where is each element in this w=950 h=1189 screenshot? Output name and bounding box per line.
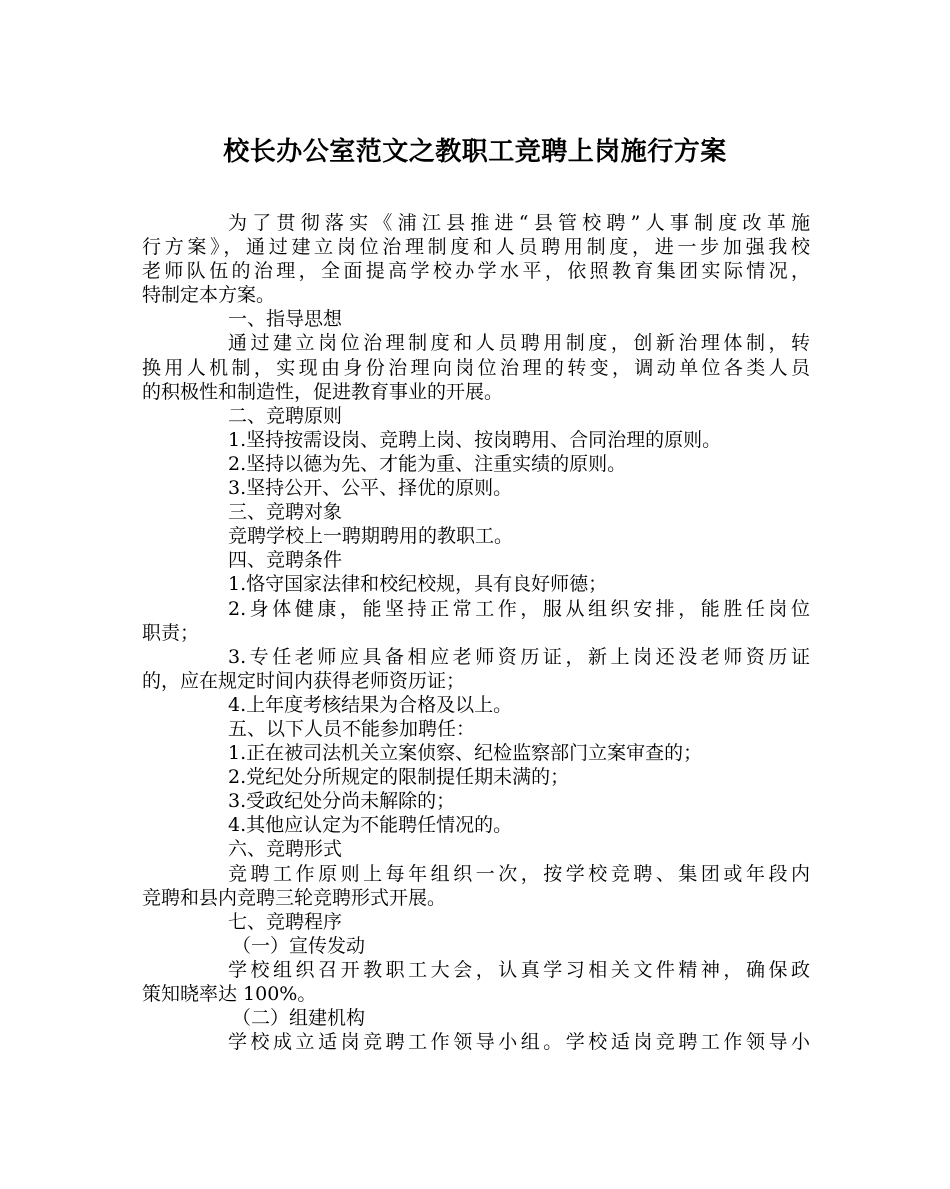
- paragraph-line: 五、以下人员不能参加聘任：: [228, 717, 476, 740]
- paragraph-line: 老师队伍的治理，全面提高学校办学水平，依照教育集团实际情况，: [142, 260, 810, 283]
- paragraph-line: 2.身体健康，能坚持正常工作，服从组织安排，能胜任岗位: [228, 597, 810, 620]
- paragraph-line: （二）组建机构: [232, 1007, 366, 1030]
- paragraph-line: 二、竞聘原则: [228, 404, 343, 427]
- paragraph-line: 1.坚持按需设岗、竞聘上岗、按岗聘用、合同治理的原则。: [228, 428, 722, 451]
- paragraph-line: 六、竞聘形式: [228, 838, 343, 861]
- paragraph-line: 竞聘工作原则上每年组织一次，按学校竞聘、集团或年段内: [228, 862, 810, 885]
- paragraph-line: 职责；: [142, 621, 200, 644]
- paragraph-line: 4.其他应认定为不能聘任情况的。: [228, 814, 513, 837]
- paragraph-line: 四、竞聘条件: [228, 549, 343, 572]
- paragraph-line: 行方案》，通过建立岗位治理制度和人员聘用制度，进一步加强我校: [142, 236, 810, 259]
- paragraph-line: 的，应在规定时间内获得老师资历证；: [142, 669, 466, 692]
- document-title: 校长办公室范文之教职工竞聘上岗施行方案: [223, 137, 727, 167]
- paragraph-line: 一、指导思想: [228, 308, 343, 331]
- paragraph-line: 2.坚持以德为先、才能为重、注重实绩的原则。: [228, 452, 627, 475]
- paragraph-line: 2.党纪处分所规定的限制提任期未满的；: [228, 766, 570, 789]
- paragraph-line: 3.坚持公开、公平、择优的原则。: [228, 477, 513, 500]
- paragraph-line: 七、竞聘程序: [228, 910, 343, 933]
- paragraph-line: 三、竞聘对象: [228, 501, 343, 524]
- paragraph-line: 策知晓率达 100%。: [142, 983, 317, 1005]
- paragraph-line: 的积极性和制造性，促进教育事业的开展。: [142, 380, 504, 403]
- paragraph-line: 学校组织召开教职工大会，认真学习相关文件精神，确保政: [228, 958, 810, 981]
- paragraph-line: （一）宣传发动: [232, 934, 366, 957]
- paragraph-line: 为了贯彻落实《浦江县推进“县管校聘”人事制度改革施: [228, 212, 810, 234]
- paragraph-line: 特制定本方案。: [142, 284, 276, 307]
- paragraph-line: 1.正在被司法机关立案侦察、纪检监察部门立案审查的；: [228, 742, 703, 765]
- paragraph-line: 4.上年度考核结果为合格及以上。: [228, 693, 513, 716]
- paragraph-line: 通过建立岗位治理制度和人员聘用制度，创新治理体制，转: [228, 332, 810, 355]
- document-body: [142, 211, 810, 1054]
- paragraph-line: 竞聘和县内竞聘三轮竞聘形式开展。: [142, 886, 447, 909]
- paragraph-line: 3.受政纪处分尚未解除的；: [228, 790, 456, 813]
- paragraph-line: 换用人机制，实现由身份治理向岗位治理的转变，调动单位各类人员: [142, 356, 810, 379]
- paragraph-line: 竞聘学校上一聘期聘用的教职工。: [228, 525, 514, 548]
- paragraph-line: 1.恪守国家法律和校纪校规，具有良好师德；: [228, 573, 608, 596]
- paragraph-line: 学校成立适岗竞聘工作领导小组。学校适岗竞聘工作领导小: [228, 1031, 810, 1054]
- paragraph-line: 3.专任老师应具备相应老师资历证，新上岗还没老师资历证: [228, 645, 810, 668]
